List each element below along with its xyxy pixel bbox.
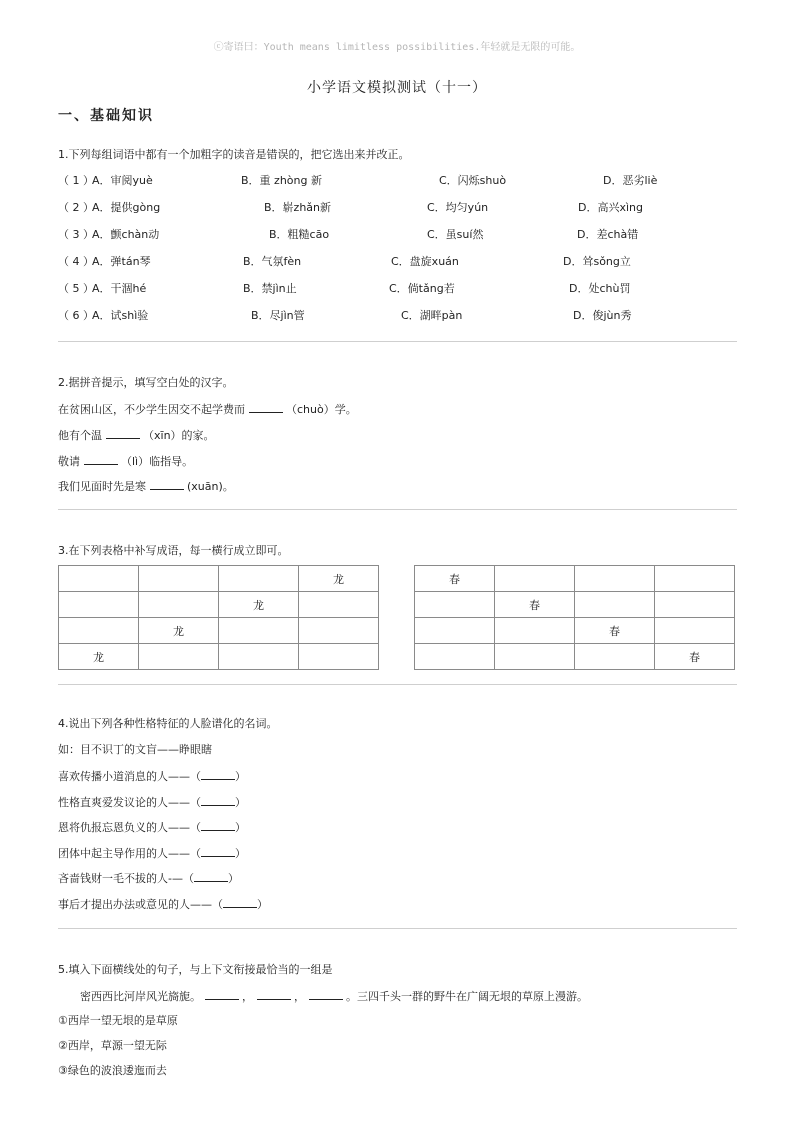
- q1-option-a: A．提供gòng: [92, 201, 161, 214]
- grid-cell[interactable]: [139, 592, 219, 618]
- q4-item: [58, 769, 246, 784]
- answer-blank[interactable]: [106, 428, 140, 439]
- answer-blank[interactable]: [201, 769, 235, 780]
- answer-blank[interactable]: [309, 989, 343, 1000]
- grid-cell[interactable]: [59, 618, 139, 644]
- q4-item: [58, 795, 246, 810]
- grid-cell: 春: [655, 644, 735, 670]
- grid-cell: 龙: [299, 566, 379, 592]
- answer-blank[interactable]: [201, 846, 235, 857]
- q1-prompt: 1.下列每组词语中都有一个加粗字的读音是错误的，把它选出来并改正。: [58, 148, 410, 161]
- q4-item: [58, 871, 239, 886]
- q1-option-a: A．颤chàn动: [92, 228, 160, 241]
- answer-blank[interactable]: [201, 820, 235, 831]
- grid-cell[interactable]: [59, 592, 139, 618]
- answer-blank[interactable]: [194, 871, 228, 882]
- grid-cell[interactable]: [299, 592, 379, 618]
- q2-line: [58, 479, 234, 494]
- q5-prompt: 5.填入下面横线处的句子，与上下文衔接最恰当的一组是: [58, 963, 333, 976]
- q4-example: 如：目不识丁的文盲——睁眼瞎: [58, 743, 212, 756]
- grid-cell: 龙: [219, 592, 299, 618]
- q1-row-num: （ 4 ）: [58, 255, 94, 268]
- divider: [58, 928, 737, 929]
- grid-cell[interactable]: [299, 644, 379, 670]
- idiom-grid-spring: [414, 565, 735, 670]
- q1-row-num: （ 5 ）: [58, 282, 94, 295]
- q2-line: [58, 402, 357, 417]
- q2-line-hint: （xīn）的家。: [143, 429, 215, 442]
- q1-option-b: B．气氛fèn: [243, 255, 302, 268]
- q5-separator: ，: [294, 990, 305, 1003]
- q1-option-a: A．试shì验: [92, 309, 149, 322]
- page-title: 小学语文模拟测试（十一）: [307, 80, 487, 96]
- q1-option-d: D．俊jùn秀: [573, 309, 632, 322]
- q1-option-d: D．差chà错: [577, 228, 639, 241]
- divider: [58, 684, 737, 685]
- grid-cell[interactable]: [415, 592, 495, 618]
- q4-item-text: 团体中起主导作用的人——（: [58, 847, 201, 860]
- q3-prompt: 3.在下列表格中补写成语，每一横行成立即可。: [58, 544, 289, 557]
- q2-line: [58, 428, 215, 443]
- grid-cell: 龙: [139, 618, 219, 644]
- answer-blank[interactable]: [84, 454, 118, 465]
- answer-blank[interactable]: [205, 989, 239, 1000]
- q1-option-a: A．审阅yuè: [92, 174, 153, 187]
- grid-cell[interactable]: [139, 644, 219, 670]
- grid-cell[interactable]: [495, 618, 575, 644]
- q4-item: [58, 846, 246, 861]
- q1-option-c: C．虽suí然: [427, 228, 484, 241]
- q1-option-c: C．均匀yún: [427, 201, 489, 214]
- q4-item-text: 恩将仇报忘恩负义的人——（: [58, 821, 201, 834]
- grid-cell[interactable]: [415, 644, 495, 670]
- q2-line-hint: （chuò）学。: [286, 403, 357, 416]
- grid-cell: 春: [415, 566, 495, 592]
- grid-cell: 春: [575, 618, 655, 644]
- divider: [58, 509, 737, 510]
- grid-cell: 春: [495, 592, 575, 618]
- q1-option-d: D．高兴xìng: [578, 201, 643, 214]
- grid-cell[interactable]: [299, 618, 379, 644]
- grid-cell: 龙: [59, 644, 139, 670]
- q5-option: ③绿色的波浪逶迤而去: [58, 1064, 167, 1077]
- q1-option-d: D．处chù罚: [569, 282, 631, 295]
- q5-passage-text: 密西西比河岸风光旖旎。: [80, 990, 201, 1003]
- q2-line: [58, 454, 193, 469]
- grid-cell[interactable]: [59, 566, 139, 592]
- grid-cell[interactable]: [139, 566, 219, 592]
- q2-line-text: 敬请: [58, 455, 80, 468]
- q4-item-text: 吝啬钱财一毛不拔的人-—（: [58, 872, 194, 885]
- q4-item-close: ）: [235, 770, 246, 783]
- q4-item-close: ）: [227, 872, 239, 885]
- q1-option-b: B．崭zhǎn新: [264, 201, 332, 214]
- q4-item-close: ）: [235, 821, 246, 834]
- grid-cell[interactable]: [219, 644, 299, 670]
- grid-cell[interactable]: [219, 566, 299, 592]
- q5-passage: [80, 989, 588, 1004]
- q1-option-c: C．湖畔pàn: [401, 309, 463, 322]
- grid-cell[interactable]: [219, 618, 299, 644]
- answer-blank[interactable]: [150, 479, 184, 490]
- q1-row-num: （ 3 ）: [58, 228, 94, 241]
- answer-blank[interactable]: [249, 402, 283, 413]
- grid-cell[interactable]: [655, 618, 735, 644]
- q1-row-num: （ 1 ）: [58, 174, 94, 187]
- q5-separator: ，: [242, 990, 253, 1003]
- grid-cell[interactable]: [575, 566, 655, 592]
- q1-option-c: C．闪烁shuò: [439, 174, 507, 187]
- q2-prompt: 2.据拼音提示，填写空白处的汉字。: [58, 376, 234, 389]
- q1-option-d: D．恶劣liè: [603, 174, 658, 187]
- q1-option-a: A．弹tán琴: [92, 255, 151, 268]
- q1-row-num: （ 6 ）: [58, 309, 94, 322]
- q1-row-num: （ 2 ）: [58, 201, 94, 214]
- q1-option-b: B．禁jìn止: [243, 282, 297, 295]
- q4-item-close: ）: [257, 898, 268, 911]
- q4-item-close: ）: [235, 796, 246, 809]
- q1-option-b: B．重 zhòng 新: [241, 174, 322, 187]
- q1-option-d: D．耸sǒng立: [563, 255, 631, 268]
- grid-cell[interactable]: [495, 566, 575, 592]
- grid-cell[interactable]: [575, 592, 655, 618]
- idiom-grid-dragon: [58, 565, 379, 670]
- q1-option-c: C．倘tǎng若: [389, 282, 455, 295]
- q5-passage-text: 。三四千头一群的野牛在广阔无垠的草原上漫游。: [346, 990, 588, 1003]
- q2-line-hint: (xuān)。: [187, 480, 234, 493]
- q1-option-c: C．盘旋xuán: [391, 255, 459, 268]
- answer-blank[interactable]: [257, 989, 291, 1000]
- grid-cell[interactable]: [415, 618, 495, 644]
- q1-option-a: A．干涸hé: [92, 282, 147, 295]
- divider: [58, 341, 737, 342]
- q1-option-b: B．粗糙cāo: [269, 228, 330, 241]
- q2-line-text: 在贫困山区，不少学生因交不起学费而: [58, 403, 245, 416]
- grid-cell[interactable]: [655, 566, 735, 592]
- grid-cell[interactable]: [655, 592, 735, 618]
- q2-line-hint: （lì）临指导。: [121, 455, 194, 468]
- q5-option: ②西岸，草源一望无际: [58, 1039, 167, 1052]
- q2-line-text: 我们见面时先是寒: [58, 480, 146, 493]
- q4-item-close: ）: [235, 847, 246, 860]
- q4-item: [58, 820, 246, 835]
- q4-item-text: 事后才提出办法或意见的人——（: [58, 898, 223, 911]
- grid-cell[interactable]: [575, 644, 655, 670]
- q1-option-b: B．尽jìn管: [251, 309, 305, 322]
- q4-item-text: 喜欢传播小道消息的人——（: [58, 770, 201, 783]
- grid-cell[interactable]: [495, 644, 575, 670]
- answer-blank[interactable]: [201, 795, 235, 806]
- section-heading: 一、基础知识: [58, 108, 154, 124]
- q2-line-text: 他有个温: [58, 429, 102, 442]
- q4-item: [58, 897, 268, 912]
- q4-prompt: 4.说出下列各种性格特征的人脸谱化的名词。: [58, 717, 278, 730]
- q4-item-text: 性格直爽爱发议论的人——（: [58, 796, 201, 809]
- watermark: ⓒ寄语曰：Youth means limitless possibilities.年轻就是无限的可能。: [213, 42, 581, 53]
- answer-blank[interactable]: [223, 897, 257, 908]
- q5-option: ①西岸一望无垠的是草原: [58, 1014, 178, 1027]
